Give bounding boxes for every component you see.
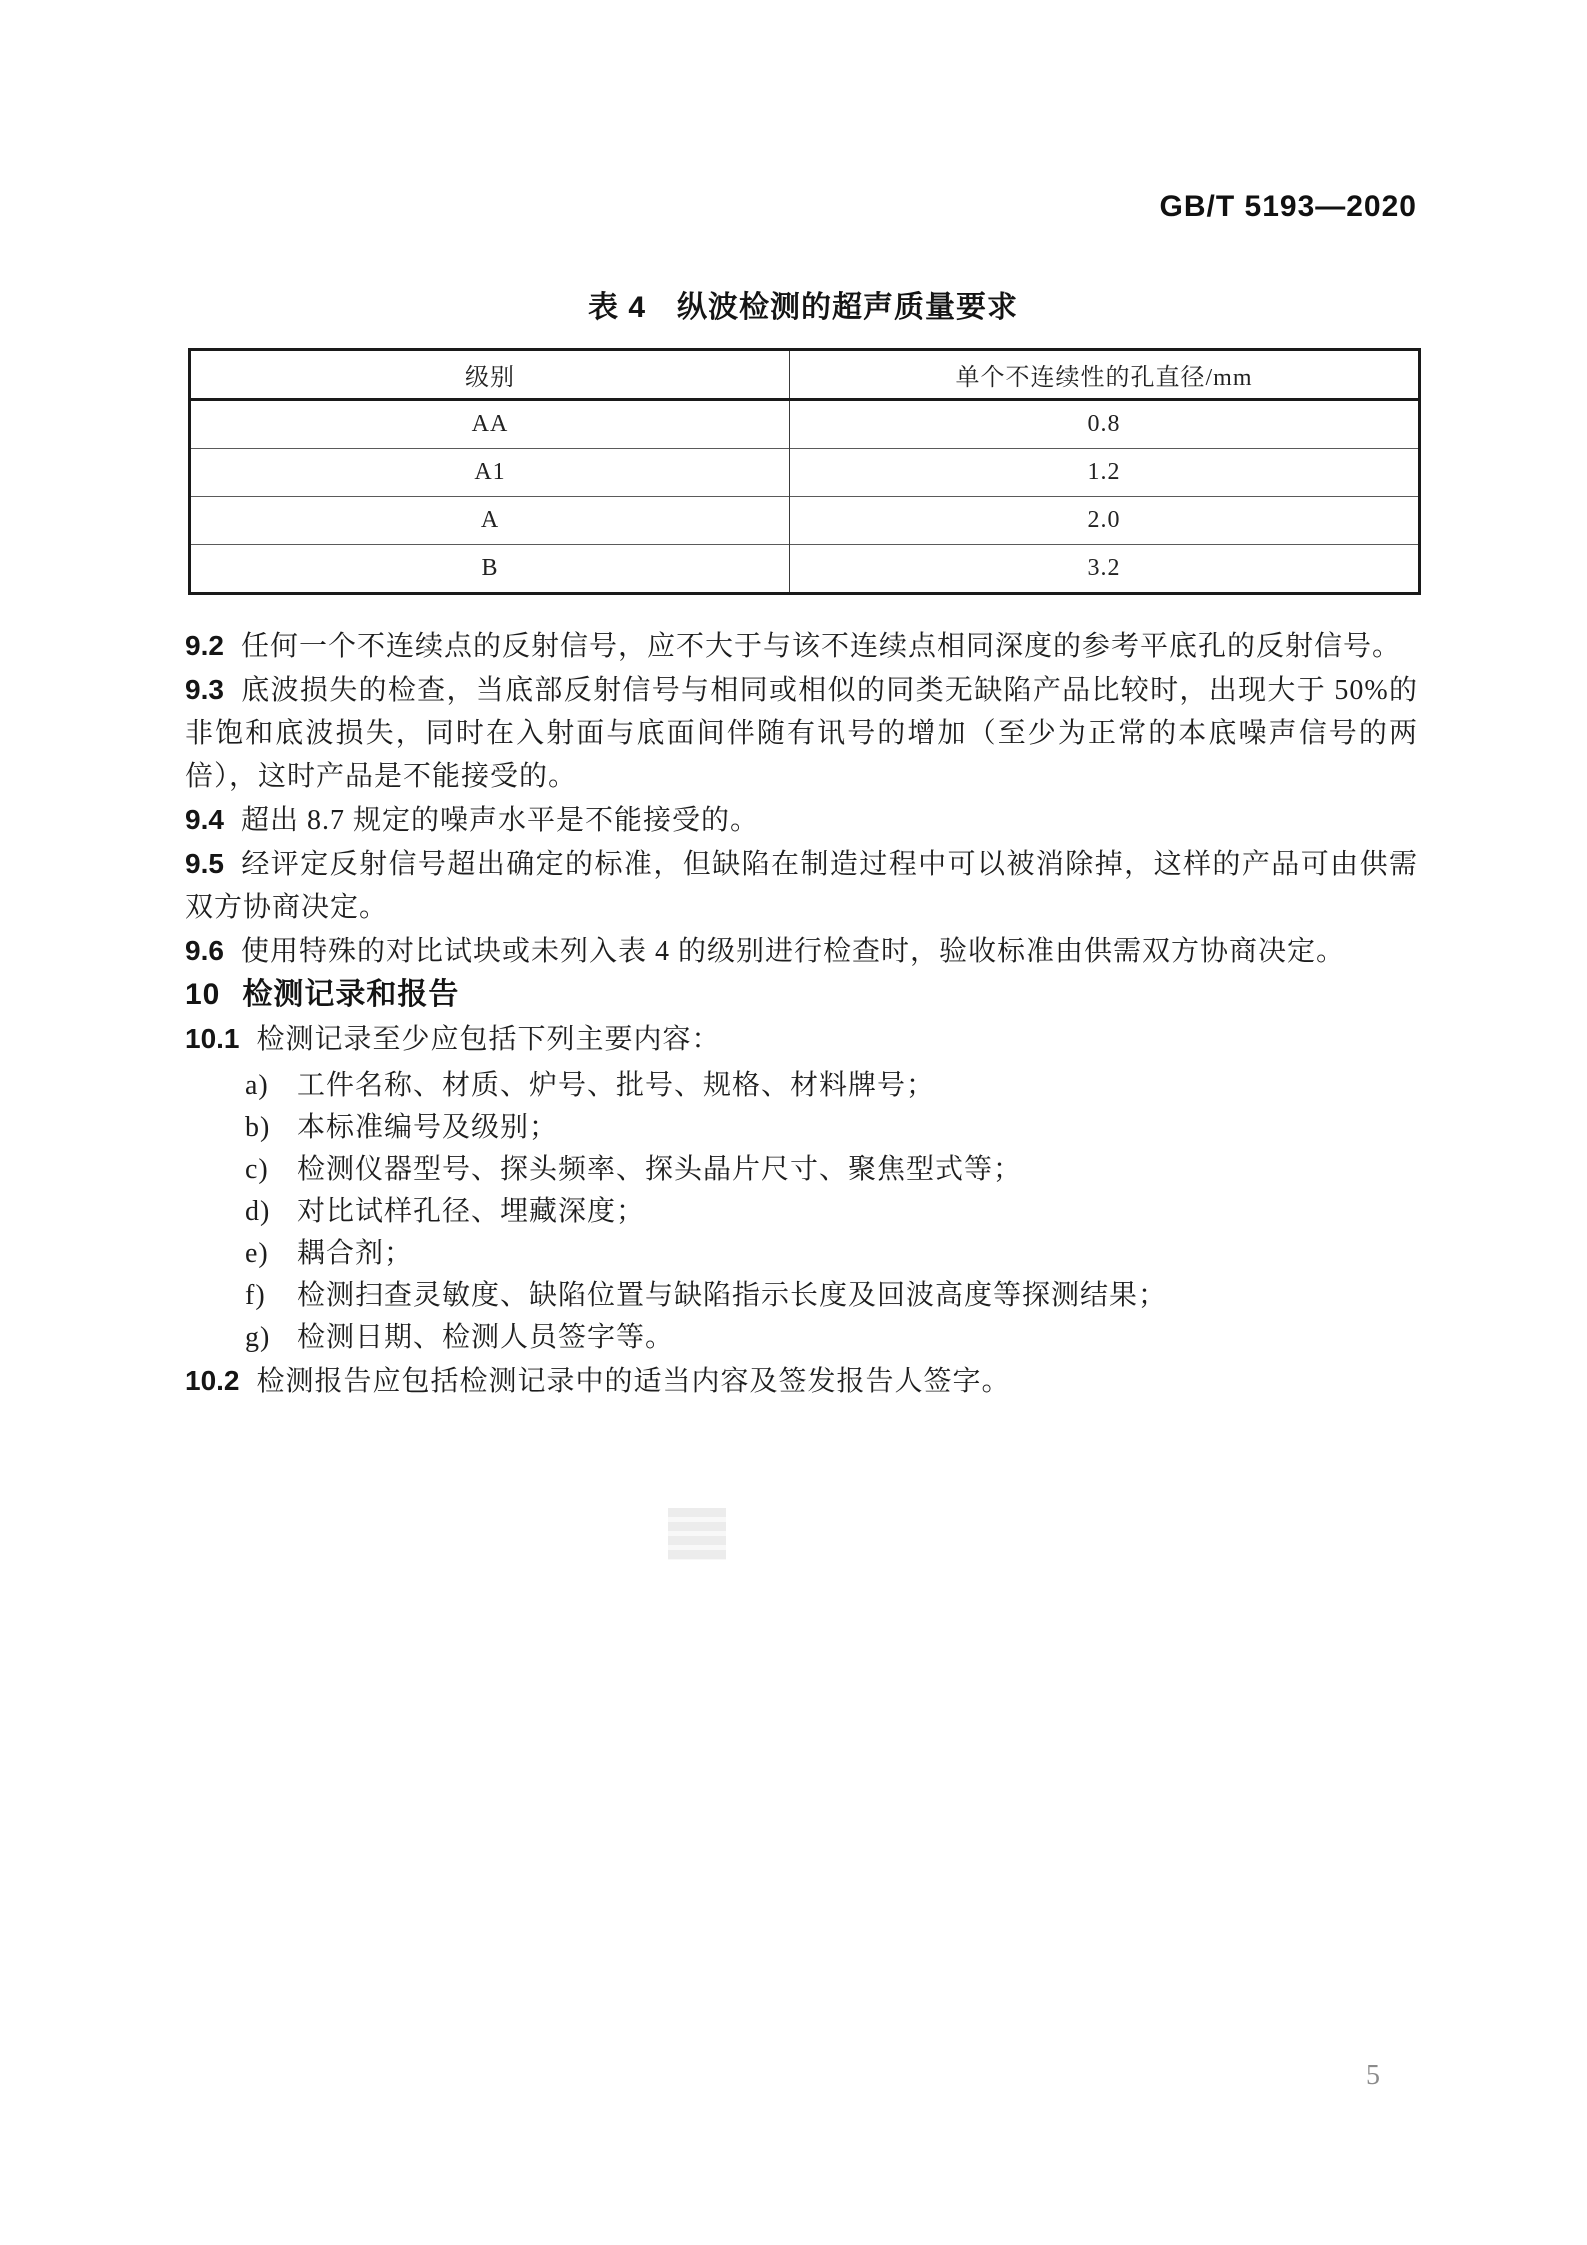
clause-paragraph-9-2 <box>185 624 1418 668</box>
item-text: 耦合剂； <box>297 1238 414 1269</box>
clause-number: 9.5 <box>185 848 224 879</box>
value-cell: 2.0 <box>790 497 1420 545</box>
item-text: 对比试样孔径、埋藏深度； <box>297 1196 646 1227</box>
table-title: 表 4 纵波检测的超声质量要求 <box>587 291 1019 324</box>
item-label: d) <box>245 1196 271 1227</box>
grade-cell: B <box>190 545 790 594</box>
column-header-hole-diameter: 单个不连续性的孔直径/mm <box>790 350 1420 400</box>
item-label: c) <box>245 1154 269 1185</box>
scan-smudge <box>668 1508 726 1560</box>
column-header-grade: 级别 <box>190 350 790 400</box>
section-number: 10 <box>185 978 221 1011</box>
item-text: 检测日期、检测人员签字等。 <box>297 1322 675 1353</box>
section-10-heading <box>185 973 1418 1017</box>
clause-paragraph-9-4 <box>185 798 1418 842</box>
item-label: e) <box>245 1238 269 1269</box>
clause-number: 9.3 <box>185 674 224 705</box>
list-item <box>185 1149 1418 1191</box>
table-row <box>190 449 1420 497</box>
list-item <box>185 1107 1418 1149</box>
clause-number: 10.1 <box>185 1023 240 1054</box>
clause-text: 使用特殊的对比试块或未列入表 4 的级别进行检查时，验收标准由供需双方协商决定。 <box>240 936 1345 967</box>
value-cell: 3.2 <box>790 545 1420 594</box>
clause-text: 检测记录至少应包括下列主要内容： <box>256 1024 721 1055</box>
clause-text: 底波损失的检查，当底部反射信号与相同或相似的同类无缺陷产品比较时，出现大于 50%的非饱和底波损失，同时在入射面与底面间伴随有讯号的增加（至少为正常的本底噪声信号的两倍），这时产品是不能接受的。 <box>185 675 1418 792</box>
page-number: 5 <box>1366 2060 1380 2091</box>
list-item <box>185 1233 1418 1275</box>
item-text: 本标准编号及级别； <box>297 1112 559 1143</box>
table-row <box>190 400 1420 449</box>
item-text: 检测仪器型号、探头频率、探头晶片尺寸、聚焦型式等； <box>297 1154 1023 1185</box>
clause-text: 经评定反射信号超出确定的标准，但缺陷在制造过程中可以被消除掉，这样的产品可由供需双方协商决定。 <box>185 849 1418 923</box>
list-item <box>185 1275 1418 1317</box>
list-item <box>185 1191 1418 1233</box>
grade-cell: A1 <box>190 449 790 497</box>
item-label: f) <box>245 1280 266 1311</box>
list-item <box>185 1065 1418 1107</box>
section-title: 检测记录和报告 <box>242 978 460 1011</box>
clause-text: 检测报告应包括检测记录中的适当内容及签发报告人签字。 <box>256 1366 1011 1397</box>
value-cell: 0.8 <box>790 400 1420 449</box>
list-item <box>185 1317 1418 1359</box>
grade-cell: AA <box>190 400 790 449</box>
clause-text: 超出 8.7 规定的噪声水平是不能接受的。 <box>240 805 759 836</box>
body-content <box>185 624 1418 1403</box>
clause-text: 任何一个不连续点的反射信号，应不大于与该不连续点相同深度的参考平底孔的反射信号。 <box>240 631 1401 662</box>
clause-number: 10.2 <box>185 1365 240 1396</box>
table-row <box>190 545 1420 594</box>
record-items-list <box>185 1065 1418 1359</box>
clause-paragraph-10-1 <box>185 1017 1418 1061</box>
item-label: g) <box>245 1322 271 1353</box>
item-text: 工件名称、材质、炉号、批号、规格、材料牌号； <box>297 1070 936 1101</box>
clause-paragraph-9-6 <box>185 929 1418 973</box>
clause-number: 9.6 <box>185 935 224 966</box>
clause-paragraph-10-2 <box>185 1359 1418 1403</box>
quality-table <box>188 348 1421 595</box>
clause-number: 9.2 <box>185 630 224 661</box>
item-label: b) <box>245 1112 271 1143</box>
clause-paragraph-9-5 <box>185 842 1418 929</box>
value-cell: 1.2 <box>790 449 1420 497</box>
clause-paragraph-9-3 <box>185 668 1418 798</box>
item-label: a) <box>245 1070 269 1101</box>
clause-number: 9.4 <box>185 804 224 835</box>
grade-cell: A <box>190 497 790 545</box>
standard-number: GB/T 5193—2020 <box>1159 190 1417 223</box>
item-text: 检测扫查灵敏度、缺陷位置与缺陷指示长度及回波高度等探测结果； <box>297 1280 1168 1311</box>
table-header-row <box>190 350 1420 400</box>
table-row <box>190 497 1420 545</box>
